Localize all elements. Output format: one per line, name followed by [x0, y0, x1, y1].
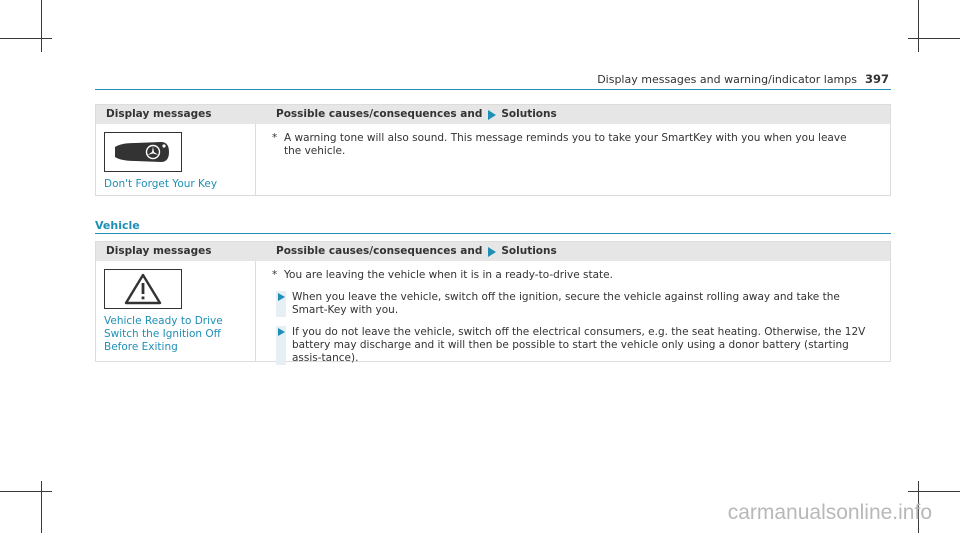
message-line: Vehicle Ready to Drive [104, 315, 223, 327]
crop-mark [908, 491, 960, 492]
step-text: If you do not leave the vehicle, switch off the electrical consumers, e.g. the seat heating. Otherwise, the 12V battery may discharge and it will then be possible to start the vehicle only using a donor battery (starting assis-tance). [292, 326, 866, 364]
col-display-messages: Display messages [106, 108, 212, 120]
crop-mark [41, 0, 42, 52]
table-header [96, 105, 890, 124]
table-smartkey [95, 104, 891, 196]
smartkey-icon [104, 132, 182, 172]
crop-mark [41, 481, 42, 533]
col-display-messages: Display messages [106, 245, 212, 257]
display-message [104, 315, 255, 354]
col-causes-solutions [256, 242, 890, 261]
message-line: Before Exiting [104, 341, 178, 353]
solution-step [276, 326, 890, 365]
message-cell [96, 124, 256, 195]
section-title: Vehicle [95, 219, 140, 232]
table-vehicle [95, 241, 891, 362]
play-arrow-icon [278, 293, 285, 301]
note [272, 132, 890, 158]
col-causes-label: Possible causes/consequences and [276, 245, 483, 257]
step-marker [276, 291, 286, 317]
crop-mark [0, 491, 52, 492]
note-text: You are leaving the vehicle when it is in a ready-to-drive state. [284, 269, 613, 281]
solution-cell [256, 124, 890, 195]
running-header [597, 72, 889, 86]
table-row [96, 124, 890, 195]
section-rule [95, 233, 891, 234]
table-row [96, 261, 890, 364]
watermark: carmanualsonline.info [727, 501, 932, 524]
col-solutions-label: Solutions [501, 108, 557, 120]
play-arrow-icon [278, 328, 285, 336]
note-text: A warning tone will also sound. This message reminds you to take your SmartKey with you when you leave the vehicle. [284, 132, 847, 157]
col-causes-label: Possible causes/consequences and [276, 108, 483, 120]
solution-cell [256, 261, 890, 364]
message-cell [96, 261, 256, 361]
crop-mark [918, 0, 919, 52]
crop-mark [0, 38, 52, 39]
table-header [96, 242, 890, 261]
display-message: Don't Forget Your Key [104, 178, 218, 190]
step-text: When you leave the vehicle, switch off the ignition, secure the vehicle against rolling away and take the Smart-Key with you. [292, 291, 840, 316]
note-asterisk: * [272, 132, 278, 144]
col-causes-solutions [256, 105, 890, 124]
crop-mark [908, 38, 960, 39]
note [272, 269, 890, 282]
page-number: 397 [864, 72, 889, 86]
note-asterisk: * [272, 269, 278, 281]
step-marker [276, 326, 286, 365]
warning-triangle-icon [104, 269, 182, 309]
message-line: Switch the Ignition Off [104, 328, 221, 340]
header-title: Display messages and warning/indicator lamps [597, 73, 857, 86]
play-arrow-icon [488, 110, 496, 120]
header-rule [95, 89, 891, 90]
play-arrow-icon [488, 247, 496, 257]
solution-step [276, 291, 890, 317]
col-solutions-label: Solutions [501, 245, 557, 257]
